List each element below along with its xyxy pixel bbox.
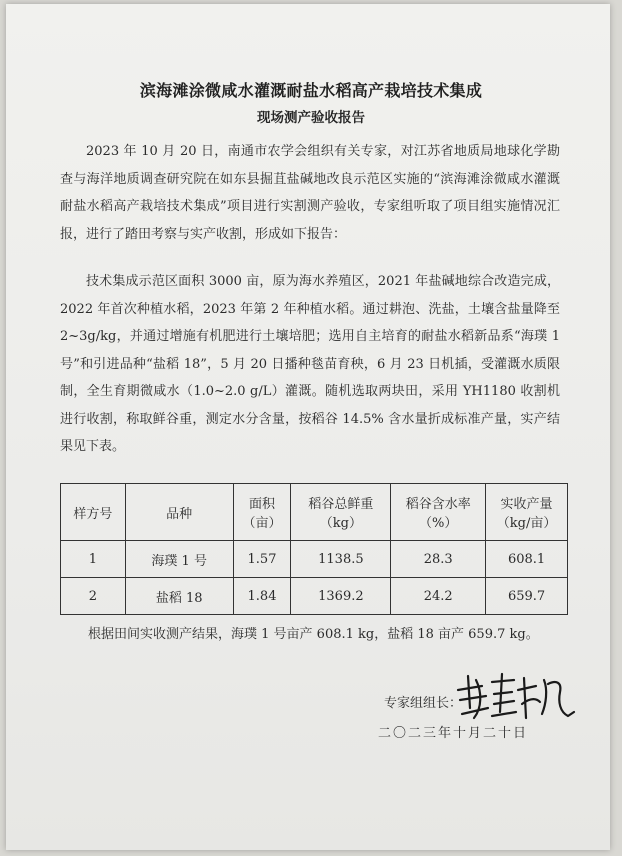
table-row: [61, 578, 568, 615]
header-yield: 实收产量 （kg/亩）: [486, 484, 568, 541]
cell-yield: 659.7: [486, 578, 568, 615]
signature-label: 专家组组长：: [384, 696, 463, 711]
header-sample-id: 样方号: [61, 484, 126, 541]
report-date: 二〇二三年十月二十日: [378, 726, 529, 741]
cell-variety: 盐稻 18: [125, 578, 233, 615]
cell-yield: 608.1: [486, 541, 568, 578]
cell-sample-id: 1: [61, 541, 126, 578]
cell-area: 1.84: [233, 578, 291, 615]
cell-fresh-weight: 1369.2: [291, 578, 391, 615]
intro-paragraph: 2023 年 10 月 20 日，南通市农学会组织有关专家，对江苏省地质局地球化学勘查与海洋地质调查研究院在如东县掘苴盐碱地改良示范区实施的“滨海滩涂微咸水灌溉耐盐水稻高产栽培技术集成”项目进行实割测产验收，专家组听取了项目组实施情况汇报，进行了踏田考察与实产收割，形成如下报告：: [60, 144, 560, 242]
header-moisture: 稻谷含水率 （%）: [391, 484, 486, 541]
cell-variety: 海璞 1 号: [125, 541, 233, 578]
header-fresh-weight: 稻谷总鲜重 （kg）: [291, 484, 391, 541]
handwritten-signature: [452, 668, 577, 728]
report-title: 滨海滩涂微咸水灌溉耐盐水稻高产栽培技术集成: [139, 81, 483, 100]
conclusion-text: 根据田间实收测产结果，海璞 1 号亩产 608.1 kg，盐稻 18 亩产 659.7 kg。: [88, 627, 539, 642]
technique-paragraph: 技术集成示范区面积 3000 亩，原为海水养殖区，2021 年盐碱地综合改造完成，2022 年首次种植水稻，2023 年第 2 年种植水稻。通过耕泡、洗盐，土壤含盐量降至 2~3g/kg，并通过增施有机肥进行土壤培肥；选用自主培育的耐盐水稻新品系“海璞 1 号”和引进品种“盐稻 18”，5 月 20 日播种毯苗育秧，6 月 23 日机插，受灌溉水质限制，全生育期微咸水（1.0~2.0 g/L）灌溉。随机选取两块田，采用 YH1180 收割机进行收割，称取鲜谷重，测定水分含量，按稻谷 14.5% 含水量折成标准产量，实产结果见下表。: [60, 274, 560, 454]
cell-moisture: 28.3: [391, 541, 486, 578]
header-variety: 品种: [125, 484, 233, 541]
cell-area: 1.57: [233, 541, 291, 578]
report-subtitle: 现场测产验收报告: [257, 110, 365, 126]
cell-moisture: 24.2: [391, 578, 486, 615]
header-area: 面积 （亩）: [233, 484, 291, 541]
cell-sample-id: 2: [61, 578, 126, 615]
table-row: [61, 541, 568, 578]
yield-table: [60, 483, 568, 615]
table-header-row: [61, 484, 568, 541]
cell-fresh-weight: 1138.5: [291, 541, 391, 578]
